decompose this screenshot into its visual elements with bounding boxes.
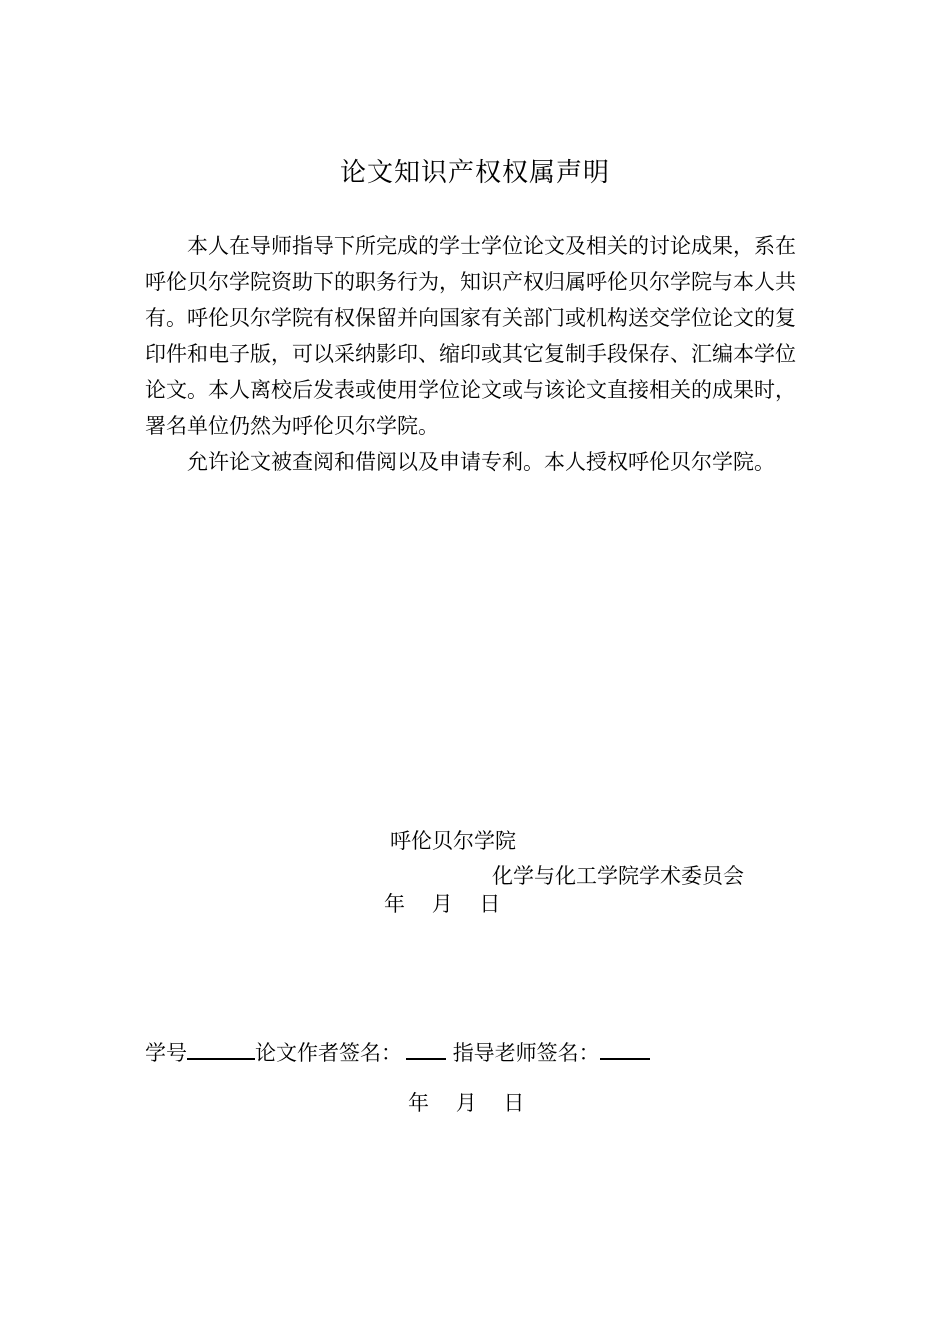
student-id-blank[interactable] bbox=[187, 1038, 255, 1060]
date-line-committee: 年 月 日 bbox=[384, 892, 501, 916]
advisor-signature-label: 指导老师签名： bbox=[452, 1041, 600, 1065]
student-id-label: 学号 bbox=[145, 1041, 187, 1065]
declaration-body bbox=[145, 228, 815, 480]
author-signature-blank[interactable] bbox=[406, 1038, 446, 1060]
advisor-signature-blank[interactable] bbox=[600, 1038, 650, 1060]
declaration-paragraph-2: 允许论文被查阅和借阅以及申请专利。本人授权呼伦贝尔学院。 bbox=[187, 450, 775, 474]
date-line-signature: 年 月 日 bbox=[408, 1091, 525, 1115]
declaration-paragraph-1: 本人在导师指导下所完成的学士学位论文及相关的讨论成果，系在呼伦贝尔学院资助下的职务行为，知识产权归属呼伦贝尔学院与本人共有。呼伦贝尔学院有权保留并向国家有关部门或机构送交学位论文的复印件和电子版，可以采纳影印、缩印或其它复制手段保存、汇编本学位论文。本人离校后发表或使用学位论文或与该论文直接相关的成果时，署名单位仍然为呼伦贝尔学院。 bbox=[145, 234, 796, 438]
committee-name: 化学与化工学院学术委员会 bbox=[492, 864, 744, 888]
institution-name: 呼伦贝尔学院 bbox=[390, 829, 516, 853]
author-signature-label: 论文作者签名： bbox=[255, 1041, 402, 1065]
document-title: 论文知识产权权属声明 bbox=[339, 158, 610, 188]
signature-row bbox=[145, 1037, 650, 1069]
